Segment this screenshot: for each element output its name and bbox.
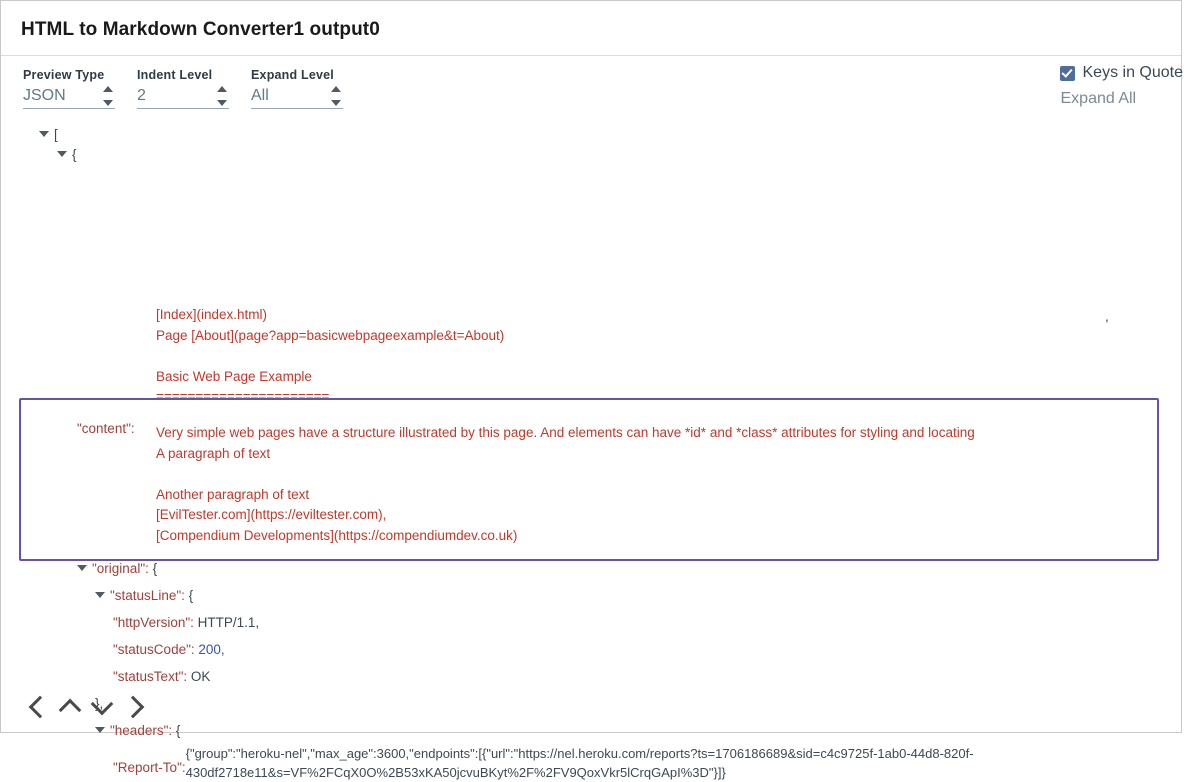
- caret-up-icon[interactable]: [331, 86, 341, 92]
- chevron-down-icon[interactable]: [91, 690, 113, 724]
- expand-level-stepper[interactable]: [331, 86, 341, 106]
- caret-down-icon[interactable]: [331, 100, 341, 106]
- statusline-close-row: [77, 690, 1161, 717]
- expand-level-select[interactable]: [251, 84, 343, 109]
- indent-level-label: Indent Level: [137, 68, 213, 82]
- markdown-line: ======================: [156, 389, 330, 404]
- statusline-open-brace: {: [188, 588, 194, 603]
- collapse-arrow-icon[interactable]: [95, 727, 105, 733]
- original-node[interactable]: [77, 555, 1161, 582]
- collapse-arrow-icon[interactable]: [77, 565, 87, 571]
- keys-in-quote-label: Keys in Quote: [1082, 64, 1183, 81]
- collapse-arrow-icon[interactable]: [39, 131, 49, 137]
- indent-level-value: 2: [137, 87, 146, 104]
- right-controls: [1060, 64, 1184, 108]
- httpversion-key: "httpVersion":: [113, 615, 194, 630]
- report-to-value: {"group":"heroku-nel","max_age":3600,"endpoints":[{"url":"https://nel.heroku.com/reports?ts=1706186689&sid=c4c9725f-1ab0-44d8-820f-430df2718e11&s=VF%2FCqX0O%2B53xKA50jcvuBKyt%2F%2FV9QoxVkr5lCrqGApI%3D"}]}: [185, 746, 974, 780]
- markdown-line: Page [About](page?app=basicwebpageexample&t=About): [156, 327, 505, 343]
- markdown-content: [156, 423, 1146, 546]
- chevron-left-icon[interactable]: [27, 690, 49, 724]
- markdown-line: [156, 464, 1146, 485]
- markdown-preamble: [156, 305, 1146, 408]
- object-open-brace: {: [72, 147, 77, 162]
- markdown-line: A paragraph of text: [156, 445, 271, 461]
- markdown-line: [EvilTester.com](https://eviltester.com),: [156, 507, 387, 522]
- preview-type-stepper[interactable]: [103, 86, 113, 106]
- indent-level-field: [137, 68, 229, 109]
- statusline-key: "statusLine":: [110, 588, 185, 603]
- httpversion-row: [77, 609, 1161, 636]
- statuscode-row: [77, 636, 1161, 663]
- markdown-line: [Index](index.html): [156, 307, 268, 322]
- expand-level-value: All: [251, 87, 269, 104]
- original-open-brace: {: [152, 561, 158, 576]
- caret-up-icon[interactable]: [103, 86, 113, 92]
- expand-level-label: Expand Level: [251, 68, 334, 82]
- preview-type-value: JSON: [23, 87, 66, 104]
- collapse-arrow-icon[interactable]: [95, 592, 105, 598]
- original-subtree: [77, 555, 1161, 782]
- indent-level-stepper[interactable]: [217, 86, 227, 106]
- collapse-arrow-icon[interactable]: [57, 151, 67, 157]
- httpversion-value: HTTP/1.1,: [197, 615, 260, 630]
- indent-level-select[interactable]: [137, 84, 229, 109]
- chevron-right-icon[interactable]: [123, 690, 145, 724]
- array-open-bracket: [: [54, 127, 58, 142]
- markdown-line: Basic Web Page Example: [156, 368, 312, 384]
- headers-node[interactable]: [77, 717, 1161, 744]
- original-key: "original":: [92, 561, 149, 576]
- keys-in-quote-row[interactable]: [1060, 64, 1184, 82]
- headers-open-brace: {: [175, 723, 181, 738]
- statustext-value: OK: [190, 669, 211, 684]
- report-to-row: [77, 744, 1161, 782]
- json-tree: [1, 109, 1181, 780]
- preview-type-label: Preview Type: [23, 68, 105, 82]
- bottom-navigation: [27, 690, 145, 724]
- report-to-key: "Report-To":: [113, 760, 186, 775]
- caret-down-icon[interactable]: [217, 100, 227, 106]
- chevron-up-icon[interactable]: [59, 690, 81, 724]
- controls-bar: [1, 56, 1181, 109]
- markdown-line: Very simple web pages have a structure illustrated by this page. And elements can have *id* and *class* attributes for styling and locating: [156, 425, 975, 440]
- caret-up-icon[interactable]: [217, 86, 227, 92]
- statustext-row: [77, 663, 1161, 690]
- markdown-line: [156, 346, 1146, 367]
- markdown-line: [Compendium Developments](https://compendiumdev.co.uk): [156, 527, 518, 543]
- statuscode-value: 200,: [198, 642, 225, 657]
- statusline-node[interactable]: [77, 582, 1161, 609]
- markdown-line: Another paragraph of text: [156, 486, 310, 502]
- trailing-comma: ,: [1105, 309, 1109, 324]
- statuscode-key: "statusCode":: [113, 642, 195, 657]
- expand-all-link[interactable]: Expand All: [1060, 90, 1137, 107]
- caret-down-icon[interactable]: [103, 100, 113, 106]
- page-title: HTML to Markdown Converter1 output0: [21, 19, 380, 40]
- tree-root-object[interactable]: [39, 145, 1181, 165]
- content-key-label: "content":: [77, 421, 135, 436]
- preview-type-field: [23, 68, 115, 109]
- checkbox-icon[interactable]: [1060, 66, 1075, 81]
- statustext-key: "statusText":: [113, 669, 188, 684]
- tree-root-array[interactable]: [39, 125, 1181, 145]
- expand-level-field: [251, 68, 343, 109]
- statusline-close-brace: },: [95, 696, 104, 711]
- headers-key: "headers":: [110, 723, 173, 738]
- preview-type-select[interactable]: [23, 84, 115, 109]
